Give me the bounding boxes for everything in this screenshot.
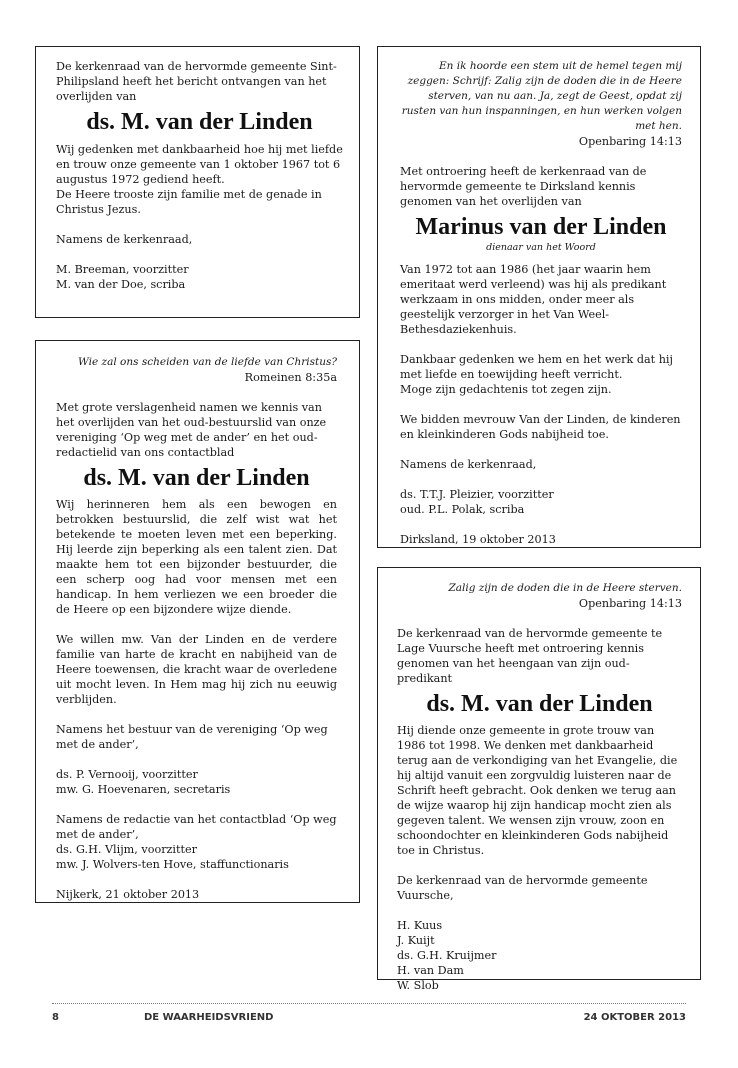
bible-reference: Openbaring 14:13 [578, 597, 682, 610]
signer: M. Breeman, voorzitter [56, 263, 189, 276]
notice-lage-vuursche [377, 567, 701, 992]
footer-divider [52, 1003, 686, 1004]
notice-paragraph: We willen mw. Van der Linden en de verdere familie van harte de kracht en nabijheid van de Heere toewensen, die kracht waar de overledene uit mocht leven. In Hem mag hij zich nu eeuwig verblijden. [56, 633, 337, 706]
deceased-subtitle: dienaar van het Woord [486, 242, 596, 253]
deceased-name: ds. M. van der Linden [426, 691, 653, 717]
closing-line: Namens de redactie van het contactblad ‘Op weg met de ander’, [56, 813, 337, 841]
notice-paragraph: Hij diende onze gemeente in grote trouw van 1986 tot 1998. We denken met dankbaarheid terug aan de verkondiging van het Evangelie, die hij altijd vanuit een zorgvuldig luisteren naar de Schrift heeft gebracht. Ook denken we terug aan de wijze waarop hij zijn handicap mocht zien als gegeven talent. We wensen zijn vrouw, zoon en schoondochter en kleinkinderen Gods nabijheid toe in Christus. [397, 724, 678, 857]
place-date: Dirksland, 19 oktober 2013 [400, 533, 556, 546]
notice-sint-philipsland [35, 46, 360, 318]
closing-line: Namens het bestuur van de vereniging ‘Op weg met de ander’, [56, 723, 328, 751]
closing-line: Namens de kerkenraad, [56, 233, 193, 246]
notice-intro: Met grote verslagenheid namen we kennis van het overlijden van het oud-bestuurslid van onze vereniging ‘Op weg met de ander’ en het oud-redactielid van ons contactblad [56, 401, 327, 459]
notice-paragraph: Wij herinneren hem als een bewogen en betrokken bestuurslid, die zelf wist wat het betekende te moeten leven met een beperking. Hij leerde zijn beperking als een talent zien. Dat maakte hem tot een bijzonder bestuurder, die een scherp oog had voor mensen met een handicap. In hem verliezen we een broeder die de Heere op een bijzondere wijze diende. [56, 498, 337, 616]
signer: H. van Dam [397, 964, 464, 977]
signer: W. Slob [397, 979, 439, 992]
notice-intro: De kerkenraad van de hervormde gemeente te Lage Vuursche heeft met ontroering kennis genomen van het heengaan van zijn oud-predikant [397, 627, 663, 685]
bible-quote: En ik hoorde een stem uit de hemel tegen mij zeggen: Schrijf: Zalig zijn de doden die in de Heere sterven, van nu aan. Ja, zegt de Geest, opdat zij rusten van hun inspanningen, en hun werken volgen met hen. [401, 60, 682, 132]
deceased-name: ds. M. van der Linden [83, 465, 310, 491]
publication-name: DE WAARHEIDSVRIEND [144, 1012, 274, 1023]
signer: ds. G.H. Vlijm, voorzitter [56, 843, 197, 856]
closing-line: De kerkenraad van de hervormde gemeente Vuursche, [397, 874, 648, 902]
place-date: Nijkerk, 21 oktober 2013 [56, 888, 200, 901]
notice-paragraph: De Heere trooste zijn familie met de genade in Christus Jezus. [56, 188, 322, 216]
notice-intro: De kerkenraad van de hervormde gemeente Sint-Philipsland heeft het bericht ontvangen van het overlijden van [56, 60, 337, 103]
deceased-name: Marinus van der Linden [415, 214, 667, 240]
page-footer [52, 1012, 686, 1028]
bible-quote: Wie zal ons scheiden van de liefde van Christus? [78, 356, 337, 368]
closing-line: Namens de kerkenraad, [400, 458, 537, 471]
bible-quote: Zalig zijn de doden die in de Heere sterven. [448, 582, 682, 594]
page-number: 8 [52, 1012, 59, 1023]
notice-paragraph: Van 1972 tot aan 1986 (het jaar waarin hem emeritaat werd verleend) was hij als predikant werkzaam in ons midden, onder meer als geestelijk verzorger in het Van Weel-Bethesdaziekenhuis. [400, 263, 667, 336]
signer: M. van der Doe, scriba [56, 278, 186, 291]
notice-op-weg-met-de-ander [35, 340, 360, 903]
bible-reference: Openbaring 14:13 [578, 135, 682, 148]
signer: oud. P.L. Polak, scriba [400, 503, 525, 516]
signer: ds. P. Vernooij, voorzitter [56, 768, 198, 781]
signer: mw. J. Wolvers-ten Hove, staffunctionaris [56, 858, 289, 871]
notice-paragraph: Moge zijn gedachtenis tot zegen zijn. [400, 383, 612, 396]
deceased-name: ds. M. van der Linden [86, 109, 313, 135]
notice-paragraph: We bidden mevrouw Van der Linden, de kinderen en kleinkinderen Gods nabijheid toe. [400, 413, 681, 441]
notice-paragraph: Dankbaar gedenken we hem en het werk dat hij met liefde en toewijding heeft verricht. [400, 353, 673, 381]
notice-paragraph: Wij gedenken met dankbaarheid hoe hij met liefde en trouw onze gemeente van 1 oktober 1967 tot 6 augustus 1972 gediend heeft. [56, 143, 343, 186]
signer: ds. T.T.J. Pleizier, voorzitter [400, 488, 554, 501]
signer: mw. G. Hoevenaren, secretaris [56, 783, 231, 796]
signer: ds. G.H. Kruijmer [397, 949, 497, 962]
signer: H. Kuus [397, 919, 443, 932]
bible-reference: Romeinen 8:35a [244, 371, 337, 384]
notice-dirksland [377, 46, 701, 548]
issue-date: 24 OKTOBER 2013 [583, 1012, 686, 1023]
notice-intro: Met ontroering heeft de kerkenraad van de hervormde gemeente te Dirksland kennis genomen van het overlijden van [400, 165, 647, 208]
signer: J. Kuijt [397, 934, 435, 947]
